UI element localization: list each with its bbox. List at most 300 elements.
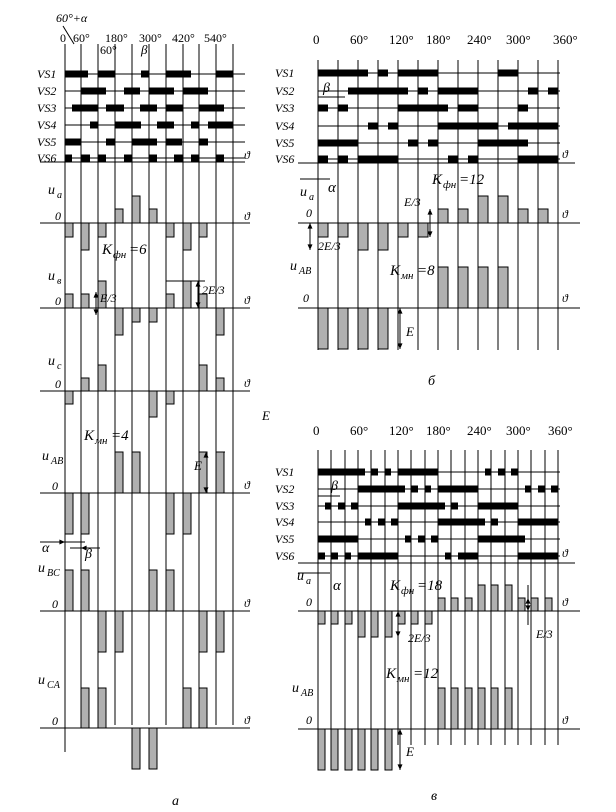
- b-switch-on-bar: [358, 88, 408, 95]
- angle-540: 540°: [204, 31, 227, 45]
- b-uab-pulse-neg: [318, 308, 328, 349]
- b-ua-pulse-pos: [498, 196, 508, 223]
- c-ua-pulse-pos: [531, 598, 538, 611]
- ubc-pulse-neg: [199, 611, 207, 652]
- b-switch-on-bar: [428, 140, 438, 147]
- uab-pulse-pos: [115, 452, 123, 493]
- c-switch-label-vs5: VS5: [275, 532, 295, 546]
- theta-a-vs: ϑ: [244, 148, 250, 162]
- b-switch-on-bar: [498, 70, 508, 77]
- switch-on-bar-vs1: [166, 71, 191, 78]
- switch-on-bar-vs6: [216, 155, 224, 162]
- ub-pulse-neg: [132, 308, 140, 322]
- uc-pulse-neg: [166, 391, 174, 404]
- b-switch-label-vs3: VS3: [275, 101, 295, 115]
- ub-label-b: [48, 269, 62, 287]
- ubc-pulse-pos: [81, 570, 89, 611]
- ubc-label-a: [38, 561, 60, 579]
- b-uab-pulse-pos: [438, 267, 448, 308]
- b-kmn: [389, 263, 435, 282]
- b-theta-ua: ϑ: [562, 207, 568, 221]
- b-uab-sub: AB: [299, 266, 312, 277]
- angle-300: 300°: [139, 31, 162, 45]
- c-switch-on-bar: [418, 536, 425, 543]
- c-switch-on-bar: [398, 469, 438, 476]
- b-switch-on-bar: [528, 88, 538, 95]
- kfn-a: [101, 242, 147, 261]
- c-ua-pulse-neg: [358, 611, 365, 637]
- ua-pulse-pos: [149, 209, 157, 223]
- switch-on-bar-vs1: [65, 71, 88, 78]
- b-switch-on-bar: [388, 123, 398, 130]
- c-ua-pulse-pos: [491, 585, 498, 611]
- b-kmn-sub: мн: [401, 270, 414, 282]
- b-switch-label-vs1: VS1: [275, 66, 295, 80]
- e23-label-a: 2E/3: [202, 283, 225, 297]
- b-ua-pulse-neg: [378, 223, 388, 250]
- c-switch-on-bar: [405, 536, 411, 543]
- c-switch-on-bar: [451, 503, 458, 510]
- uc-pulse-pos: [98, 365, 106, 391]
- switch-on-bar-vs6: [65, 155, 72, 162]
- b-switch-on-bar: [418, 88, 428, 95]
- switch-on-bar-vs5: [106, 139, 115, 146]
- caption-c: в: [431, 789, 438, 804]
- caption-a: а: [172, 794, 179, 809]
- uc-pulse-pos: [216, 378, 224, 391]
- c-switch-on-bar: [358, 486, 405, 493]
- c-kmn-sub: мн: [397, 673, 410, 685]
- c-uab-pulse-pos: [505, 688, 512, 729]
- c-kmn-value: =12: [413, 666, 439, 682]
- b-switch-label-vs5: VS5: [275, 136, 295, 150]
- c-ua-pulse-neg: [411, 611, 418, 624]
- b-e3-up: [428, 209, 433, 215]
- ub-pulse-pos: [183, 281, 191, 308]
- c-angle-120: 120°: [389, 423, 414, 438]
- beta-label-bc-a: β: [85, 547, 92, 562]
- c-switch-on-bar: [438, 486, 478, 493]
- b-switch-on-bar: [398, 105, 448, 112]
- e23-arrow-up: [196, 281, 201, 287]
- theta-uc-a: ϑ: [244, 376, 250, 390]
- c-uab-pulse-neg: [371, 729, 378, 770]
- b-zero-ua: 0: [306, 206, 312, 220]
- c-uab-main: u: [292, 681, 299, 696]
- b-angle-240: 240°: [467, 32, 492, 47]
- c-kmn: [385, 666, 439, 685]
- c-switch-on-bar: [391, 519, 398, 526]
- switch-on-bar-vs6: [149, 155, 157, 162]
- c-switch-on-bar: [318, 536, 358, 543]
- c-switch-on-bar: [331, 553, 338, 560]
- b-switch-label-vs4: VS4: [275, 119, 295, 133]
- c-theta-vs: ϑ: [562, 546, 568, 560]
- b-kfn-value: =12: [459, 172, 485, 188]
- c-ua: [297, 569, 311, 587]
- switch-on-bar-vs3: [166, 105, 183, 112]
- c-switch-on-bar: [518, 519, 558, 526]
- theta-ubc-a: ϑ: [244, 596, 250, 610]
- c-ua-pulse-pos: [478, 585, 485, 611]
- b-e23: 2E/3: [318, 239, 341, 253]
- ua-pulse-neg: [65, 223, 73, 237]
- c-ua-pulse-neg: [385, 611, 392, 637]
- switch-on-bar-vs6: [174, 155, 183, 162]
- b-switch-on-bar: [378, 70, 388, 77]
- c-uab-pulse-pos: [491, 688, 498, 729]
- ubc-pulse-neg: [115, 611, 123, 652]
- b-switch-on-bar: [438, 88, 478, 95]
- b-switch-label-vs2: VS2: [275, 84, 295, 98]
- c-switch-label-vs6: VS6: [275, 549, 295, 563]
- c-uab-sub: AB: [301, 688, 314, 699]
- ubc-pulse-pos: [166, 570, 174, 611]
- c-e23: 2E/3: [408, 631, 431, 645]
- uab-pulse-neg: [166, 493, 174, 534]
- c-e23-down: [396, 631, 401, 637]
- uab-pulse-pos: [216, 452, 224, 493]
- lines-layer: [40, 26, 580, 770]
- b-theta-uab: ϑ: [562, 291, 568, 305]
- c-switch-label-vs3: VS3: [275, 499, 295, 513]
- angle-180: 180°: [105, 31, 128, 45]
- b-ua-pulse-pos: [538, 209, 548, 223]
- angle-420: 420°: [172, 31, 195, 45]
- b-angle-300: 300°: [506, 32, 531, 47]
- c-uab-pulse-pos: [478, 688, 485, 729]
- c-switch-on-bar: [525, 486, 531, 493]
- ub-pulse-pos: [81, 294, 89, 308]
- theta-ub-a: ϑ: [244, 293, 250, 307]
- c-switch-on-bar: [325, 503, 331, 510]
- c-ua-pulse-neg: [318, 611, 325, 624]
- ub-pulse-pos: [65, 294, 73, 308]
- uc-label-a: [48, 354, 62, 372]
- c-ua-pulse-neg: [345, 611, 352, 624]
- switch-on-bar-vs4: [157, 122, 174, 129]
- b-switch-on-bar: [468, 156, 478, 163]
- c-switch-on-bar: [351, 503, 358, 510]
- zero-ub-a: 0: [55, 294, 61, 308]
- c-beta: β: [331, 479, 338, 494]
- switch-label-vs5: VS5: [37, 135, 57, 149]
- ua-label-a-main: u: [48, 183, 55, 198]
- c-ua-pulse-pos: [438, 598, 445, 611]
- ua-pulse-neg: [166, 223, 174, 237]
- switch-on-bar-vs1: [98, 71, 115, 78]
- angle-60-second: 60°: [100, 43, 117, 57]
- switch-on-bar-vs6: [191, 155, 199, 162]
- uc-pulse-pos: [199, 365, 207, 391]
- uab-pulse-neg: [81, 493, 89, 534]
- switch-on-bar-vs6: [98, 155, 106, 162]
- ub-pulse-neg: [149, 308, 157, 322]
- b-ua-pulse-neg: [358, 223, 368, 250]
- c-switch-on-bar: [445, 553, 451, 560]
- c-zero-ua: 0: [306, 595, 312, 609]
- b-e23-up: [308, 223, 313, 229]
- ubc-label-a-main: u: [38, 561, 45, 576]
- b-switch-on-bar: [508, 70, 518, 77]
- b-switch-on-bar: [458, 105, 478, 112]
- angle-0: 0: [60, 31, 66, 45]
- zero-uca-a: 0: [52, 714, 58, 728]
- c-ua-pulse-pos: [451, 598, 458, 611]
- switch-on-bar-vs2: [124, 88, 140, 95]
- switch-on-bar-vs5: [132, 139, 157, 146]
- b-ua-main: u: [300, 185, 307, 200]
- switch-on-bar-vs6: [81, 155, 90, 162]
- c-uab-pulse-pos: [438, 688, 445, 729]
- c-switch-on-bar: [338, 503, 345, 510]
- ubc-label-a-sub: BC: [47, 568, 60, 579]
- uab-pulse-neg: [183, 493, 191, 534]
- b-switch-on-bar: [338, 105, 348, 112]
- kmn-a-sub: мн: [95, 435, 108, 447]
- b-ua-pulse-pos: [438, 209, 448, 223]
- switch-on-bar-vs1: [216, 71, 233, 78]
- uca-pulse-pos: [183, 688, 191, 728]
- b-switch-on-bar: [518, 105, 528, 112]
- b-kfn-k: K: [432, 172, 443, 188]
- c-switch-on-bar: [498, 469, 505, 476]
- c-angle-180: 180°: [426, 423, 451, 438]
- uca-label-a: [38, 673, 61, 691]
- switch-on-bar-vs5: [199, 139, 208, 146]
- zero-ua-a: 0: [55, 209, 61, 223]
- c-switch-on-bar: [538, 486, 545, 493]
- b-alpha: α: [328, 180, 336, 196]
- ua-label-a-sub: a: [57, 190, 63, 201]
- b-uab: [290, 259, 311, 277]
- c-angle-360: 360°: [548, 423, 573, 438]
- c-uab-pulse-neg: [318, 729, 325, 770]
- ubc-pulse-pos: [149, 570, 157, 611]
- c-switch-on-bar: [318, 553, 325, 560]
- b-switch-on-bar: [318, 140, 358, 147]
- switch-on-bar-vs2: [183, 88, 208, 95]
- ua-pulse-neg: [81, 223, 89, 250]
- switch-on-bar-vs2: [81, 88, 106, 95]
- switch-on-bar-vs4: [90, 122, 98, 129]
- ua-pulse-neg: [199, 223, 207, 237]
- b-switch-on-bar: [408, 140, 418, 147]
- kmn-a-k: K: [84, 428, 95, 444]
- ua-pulse-neg: [183, 223, 191, 250]
- b-zero-uab: 0: [303, 291, 309, 305]
- ub-pulse-neg: [115, 308, 123, 335]
- c-switch-on-bar: [478, 503, 518, 510]
- c-switch-on-bar: [431, 536, 438, 543]
- b-switch-on-bar: [318, 105, 328, 112]
- switch-label-vs4: VS4: [37, 118, 57, 132]
- c-switch-on-bar: [385, 469, 391, 476]
- ubc-pulse-neg: [98, 611, 106, 652]
- b-switch-on-bar: [448, 156, 458, 163]
- b-ua-sub: a: [309, 192, 315, 203]
- ua-pulse-pos: [115, 209, 123, 223]
- c-switch-on-bar: [551, 486, 558, 493]
- c-angle-60: 60°: [350, 423, 369, 438]
- uc-label-a-sub: c: [57, 361, 62, 372]
- alpha-label-a: α: [42, 541, 50, 556]
- c-uab-pulse-neg: [385, 729, 392, 770]
- c-ua-pulse-pos: [518, 598, 525, 611]
- ua-pulse-neg: [98, 223, 106, 237]
- uc-pulse-neg: [149, 391, 157, 417]
- theta-uca-a: ϑ: [244, 713, 250, 727]
- b-switch-on-bar: [358, 156, 398, 163]
- c-switch-on-bar: [458, 553, 478, 560]
- switch-on-bar-vs3: [72, 105, 98, 112]
- c-ua-pulse-neg: [398, 611, 405, 624]
- c-uab-pulse-neg: [358, 729, 365, 770]
- b-uab-main: u: [290, 259, 297, 274]
- c-switch-on-bar: [398, 503, 445, 510]
- c-angle-300: 300°: [506, 423, 531, 438]
- c-ua-pulse-pos: [545, 598, 552, 611]
- b-switch-on-bar: [438, 123, 498, 130]
- c-theta-ua: ϑ: [562, 595, 568, 609]
- switch-on-bar-vs4: [208, 122, 233, 129]
- c-e3-down: [526, 605, 531, 611]
- c-ua-pulse-neg: [331, 611, 338, 624]
- ubc-pulse-pos: [65, 570, 73, 611]
- theta-ua-a: ϑ: [244, 209, 250, 223]
- caption-b: б: [428, 374, 436, 389]
- ua-label-a: [48, 183, 62, 201]
- kmn-a-value: =4: [111, 428, 129, 444]
- switch-on-bar-vs4: [191, 122, 199, 129]
- uab-pulse-neg: [65, 493, 73, 534]
- c-ua-pulse-pos: [505, 585, 512, 611]
- b-angle-60: 60°: [350, 32, 369, 47]
- c-switch-on-bar: [378, 519, 385, 526]
- uab-pulse-pos: [132, 452, 140, 493]
- c-switch-on-bar: [511, 469, 518, 476]
- c-uab: [292, 681, 313, 699]
- switch-on-bar-vs2: [149, 88, 174, 95]
- c-switch-on-bar: [485, 469, 491, 476]
- c-switch-on-bar: [491, 519, 498, 526]
- switch-on-bar-vs1: [141, 71, 149, 78]
- beta-label-a: β: [141, 42, 148, 57]
- uc-pulse-pos: [81, 378, 89, 391]
- side-e-label: E: [262, 408, 270, 423]
- c-uab-pulse-pos: [465, 688, 472, 729]
- b-ua-pulse-neg: [418, 223, 428, 237]
- c-angle-0: 0: [313, 423, 320, 438]
- switch-on-bar-vs6: [124, 155, 132, 162]
- zero-ubc-a: 0: [52, 597, 58, 611]
- b-angle-0: 0: [313, 32, 320, 47]
- c-kfn-k: K: [390, 578, 401, 594]
- angle-label-60-alpha: 60°+α: [56, 11, 88, 25]
- c-switch-label-vs4: VS4: [275, 515, 295, 529]
- uca-pulse-pos: [199, 688, 207, 728]
- b-kmn-value: =8: [417, 263, 435, 279]
- b-switch-on-bar: [548, 88, 558, 95]
- b-ua-pulse-neg: [398, 223, 408, 237]
- uca-pulse-pos: [98, 688, 106, 728]
- b-uab-pulse-neg: [358, 308, 368, 349]
- c-switch-label-vs2: VS2: [275, 482, 295, 496]
- b-switch-on-bar: [518, 156, 558, 163]
- c-kfn-value: =18: [417, 578, 443, 594]
- switch-on-bar-vs3: [106, 105, 124, 112]
- switch-label-vs3: VS3: [37, 101, 57, 115]
- c-switch-label-vs1: VS1: [275, 465, 295, 479]
- b-switch-on-bar: [338, 156, 348, 163]
- switch-label-vs1: VS1: [37, 67, 57, 81]
- kfn-a-value: =6: [129, 242, 147, 258]
- b-uab-pulse-neg: [338, 308, 348, 349]
- uca-label-a-main: u: [38, 673, 45, 688]
- b-angle-180: 180°: [426, 32, 451, 47]
- c-ua-main: u: [297, 569, 304, 584]
- c-kmn-k: K: [386, 666, 397, 682]
- c-switch-on-bar: [358, 553, 398, 560]
- c-switch-on-bar: [345, 553, 351, 560]
- ub-label-b-sub: в: [57, 276, 62, 287]
- b-e: E: [406, 324, 414, 339]
- c-switch-on-bar: [365, 519, 371, 526]
- ub-label-b-main: u: [48, 269, 55, 284]
- uca-label-a-sub: CA: [47, 680, 60, 691]
- b-ua: [300, 185, 314, 203]
- c-uab-pulse-neg: [331, 729, 338, 770]
- c-switch-on-bar: [478, 536, 525, 543]
- b-ua-pulse-pos: [458, 209, 468, 223]
- c-switch-on-bar: [318, 469, 365, 476]
- c-angle-240: 240°: [467, 423, 492, 438]
- b-switch-on-bar: [348, 88, 358, 95]
- theta-uab-a: ϑ: [244, 478, 250, 492]
- c-ua-sub: a: [306, 576, 312, 587]
- switch-on-bar-vs4: [115, 122, 141, 129]
- uca-pulse-neg: [149, 728, 157, 769]
- kmn-a: [83, 428, 129, 447]
- b-switch-on-bar: [318, 70, 368, 77]
- b-beta: β: [323, 81, 330, 96]
- uca-pulse-neg: [132, 728, 140, 769]
- b-e3: E/3: [404, 195, 421, 209]
- uc-label-a-main: u: [48, 354, 55, 369]
- b-ua-pulse-pos: [478, 196, 488, 223]
- switch-label-vs6: VS6: [37, 151, 57, 165]
- c-uab-pulse-pos: [451, 688, 458, 729]
- kfn-a-k: K: [102, 242, 113, 258]
- uab-label-a-main: u: [42, 449, 49, 464]
- b-switch-on-bar: [318, 156, 328, 163]
- switch-on-bar-vs3: [140, 105, 157, 112]
- ub-pulse-neg: [216, 308, 224, 335]
- b-kmn-k: K: [390, 263, 401, 279]
- c-ua-pulse-pos: [465, 598, 472, 611]
- uca-pulse-pos: [81, 688, 89, 728]
- switch-on-bar-vs3: [199, 105, 224, 112]
- c-theta-uab: ϑ: [562, 713, 568, 727]
- c-switch-on-bar: [425, 486, 431, 493]
- zero-uc-a: 0: [55, 377, 61, 391]
- b-theta-vs: ϑ: [562, 147, 568, 161]
- c-ua-pulse-neg: [425, 611, 432, 624]
- e3-label-a: E/3: [100, 291, 117, 305]
- c-e3-up: [526, 598, 531, 604]
- switch-label-vs2: VS2: [37, 84, 57, 98]
- c-kfn: [389, 578, 443, 597]
